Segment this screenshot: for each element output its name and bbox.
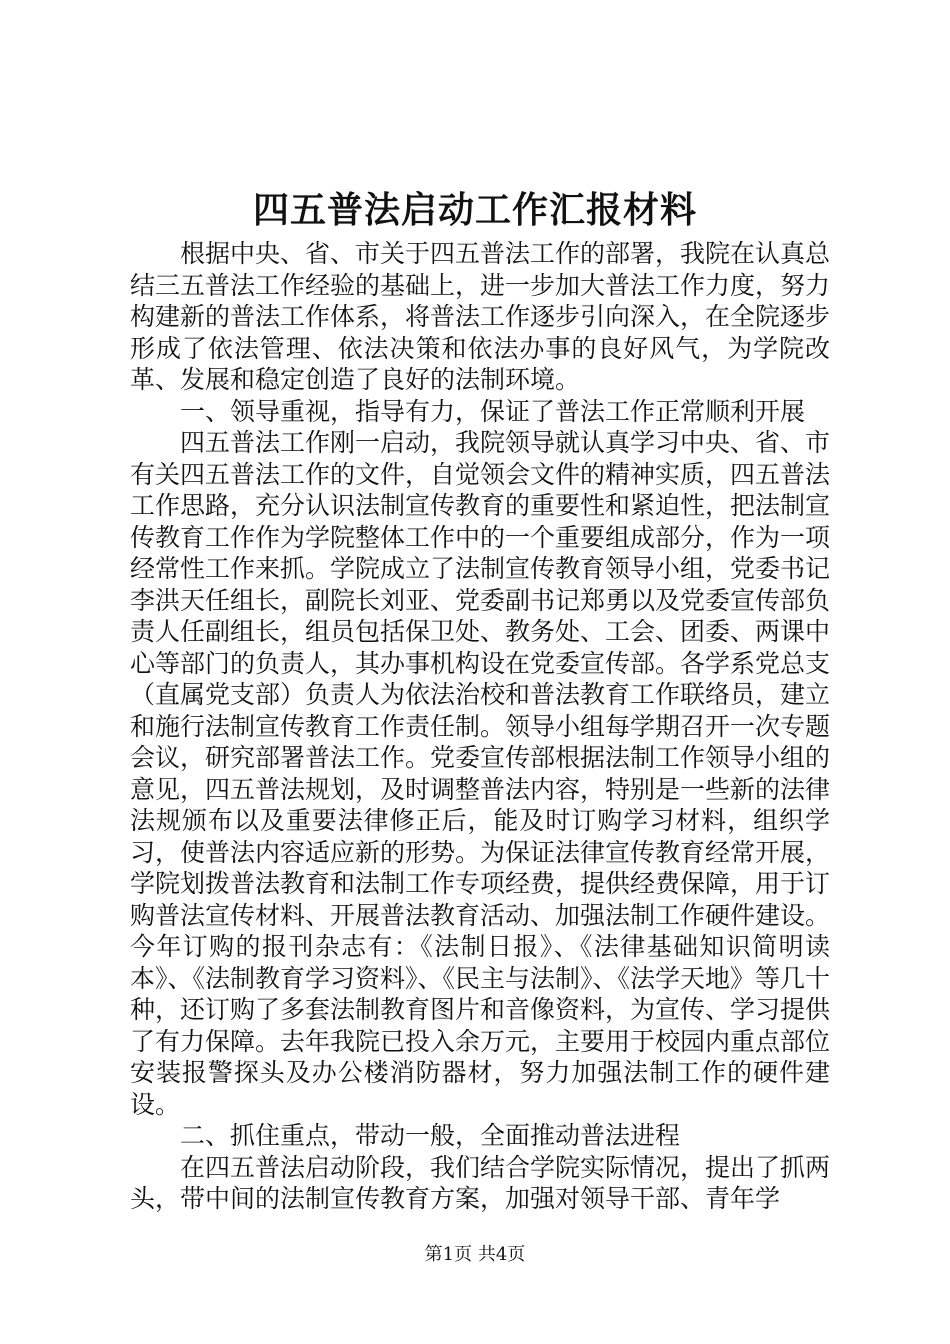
page-footer: 第1页 共4页 [424, 1244, 526, 1265]
section-1-paragraph: 四五普法工作刚一启动，我院领导就认真学习中央、省、市有关四五普法工作的文件，自觉领会文件的精神实质，四五普法工作思路，充分认识法制宣传教育的重要性和紧迫性，把法制宣传教育工作作为学院整体工作中的一个重要组成部分，作为一项经常性工作来抓。学院成立了法制宣传教育领导小组，党委书记李洪天任组长，副院长刘亚、党委副书记郑勇以及党委宣传部负责人任副组长，组员包括保卫处、教务处、工会、团委、两课中心等部门的负责人，其办事机构设在党委宣传部。各学系党总支（直属党支部）负责人为依法治校和普法教育工作联络员，建立和施行法制宣传教育工作责任制。领导小组每学期召开一次专题会议，研究部署普法工作。党委宣传部根据法制工作领导小组的意见，四五普法规划，及时调整普法内容，特别是一些新的法律法规颁布以及重要法律修正后，能及时订购学习材料，组织学习，使普法内容适应新的形势。为保证法律宣传教育经常开展，学院划拨普法教育和法制工作专项经费，提供经费保障，用于订购普法宣传材料、开展普法教育活动、加强法制工作硬件建设。今年订购的报刊杂志有：《法制日报》、《法律基础知识简明读本》、《法制教育学习资料》、《民主与法制》、《法学天地》等几十种，还订购了多套法制教育图片和音像资料，为宣传、学习提供了有力保障。去年我院已投入余万元，主要用于校园内重点部位安装报警探头及办公楼消防器材，努力加强法制工作的硬件建设。 [130, 428, 831, 1119]
intro-paragraph: 根据中央、省、市关于四五普法工作的部署，我院在认真总结三五普法工作经验的基础上，进一步加大普法工作力度，努力构建新的普法工作体系，将普法工作逐步引向深入，在全院逐步形成了依法管理、依法决策和依法办事的良好风气，为学院改革、发展和稳定创造了良好的法制环境。 [130, 239, 831, 394]
section-2-paragraph: 在四五普法启动阶段，我们结合学院实际情况，提出了抓两头，带中间的法制宣传教育方案，加强对领导干部、青年学 [130, 1152, 831, 1213]
document-body [130, 238, 830, 1215]
document-title: 四五普法启动工作汇报材料 [252, 189, 697, 231]
section-heading-2: 二、抓住重点，带动一般，全面推动普法进程 [180, 1121, 681, 1150]
section-heading-1: 一、领导重视，指导有力，保证了普法工作正常顺利开展 [180, 396, 806, 426]
